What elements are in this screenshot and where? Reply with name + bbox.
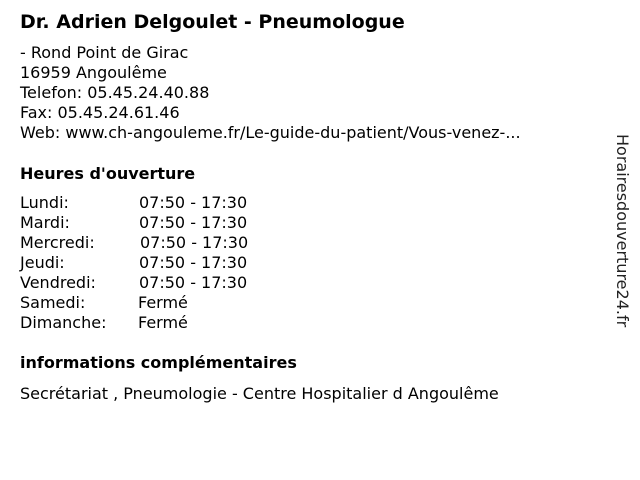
- phone-line[interactable]: Telefon: 05.45.24.40.88: [20, 83, 210, 102]
- hours-value: Fermé: [138, 293, 188, 312]
- hours-value: 07:50 - 17:30: [139, 273, 248, 292]
- web-line: [20, 123, 521, 143]
- fax-line: Fax: 05.45.24.61.46: [20, 103, 180, 122]
- opening-hours-heading: Heures d'ouverture: [20, 164, 196, 183]
- hours-value: Fermé: [138, 313, 188, 332]
- day-label: Vendredi:: [20, 273, 96, 292]
- additional-info-text: Secrétariat , Pneumologie - Centre Hospitalier d Angoulême: [20, 384, 499, 403]
- hours-value: 07:50 - 17:30: [139, 193, 248, 212]
- day-label: Jeudi:: [20, 253, 65, 272]
- hours-value: 07:50 - 17:30: [139, 253, 248, 272]
- address-block: [20, 43, 521, 143]
- page-title: Dr. Adrien Delgoulet - Pneumologue: [20, 11, 405, 33]
- day-label: Mercredi:: [20, 233, 95, 252]
- street-line: - Rond Point de Girac: [20, 43, 189, 62]
- day-label: Samedi:: [20, 293, 86, 312]
- additional-info-heading: informations complémentaires: [20, 353, 297, 372]
- day-label: Lundi:: [20, 193, 69, 212]
- hours-value: 07:50 - 17:30: [139, 213, 248, 232]
- web-prefix: Web:: [20, 123, 66, 142]
- day-label: Dimanche:: [20, 313, 107, 332]
- website-link[interactable]: www.ch-angouleme.fr/Le-guide-du-patient/Vous-venez-...: [65, 123, 521, 142]
- city-line: 16959 Angoulême: [20, 63, 167, 82]
- day-label: Mardi:: [20, 213, 70, 232]
- hours-value: 07:50 - 17:30: [140, 233, 249, 252]
- site-watermark: Horairesdouverture24.fr: [613, 134, 632, 328]
